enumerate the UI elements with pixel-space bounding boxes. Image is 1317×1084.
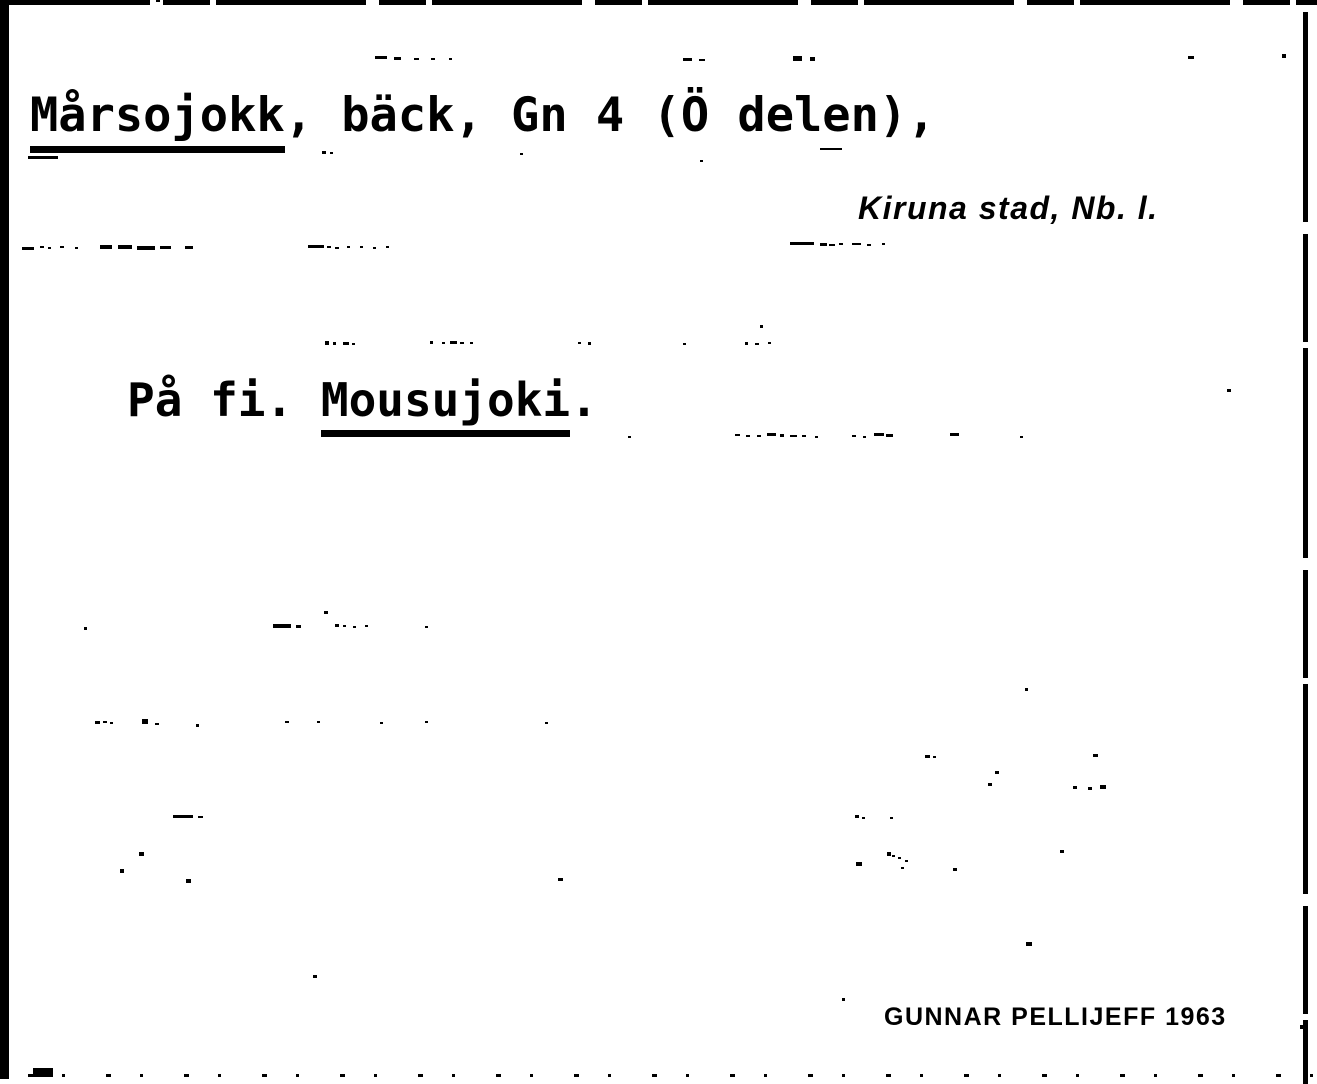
finnish-name: Mousujoki	[321, 373, 570, 437]
finnish-prefix: På fi.	[127, 373, 321, 427]
collector-stamp: GUNNAR PELLIJEFF 1963	[884, 1003, 1227, 1031]
headword-rest: , bäck, Gn 4 (Ö delen),	[284, 88, 936, 143]
finnish-suffix: .	[570, 373, 598, 427]
location-label: Kiruna stad, Nb. l.	[858, 190, 1159, 226]
headword: Mårsojokk	[30, 88, 285, 153]
